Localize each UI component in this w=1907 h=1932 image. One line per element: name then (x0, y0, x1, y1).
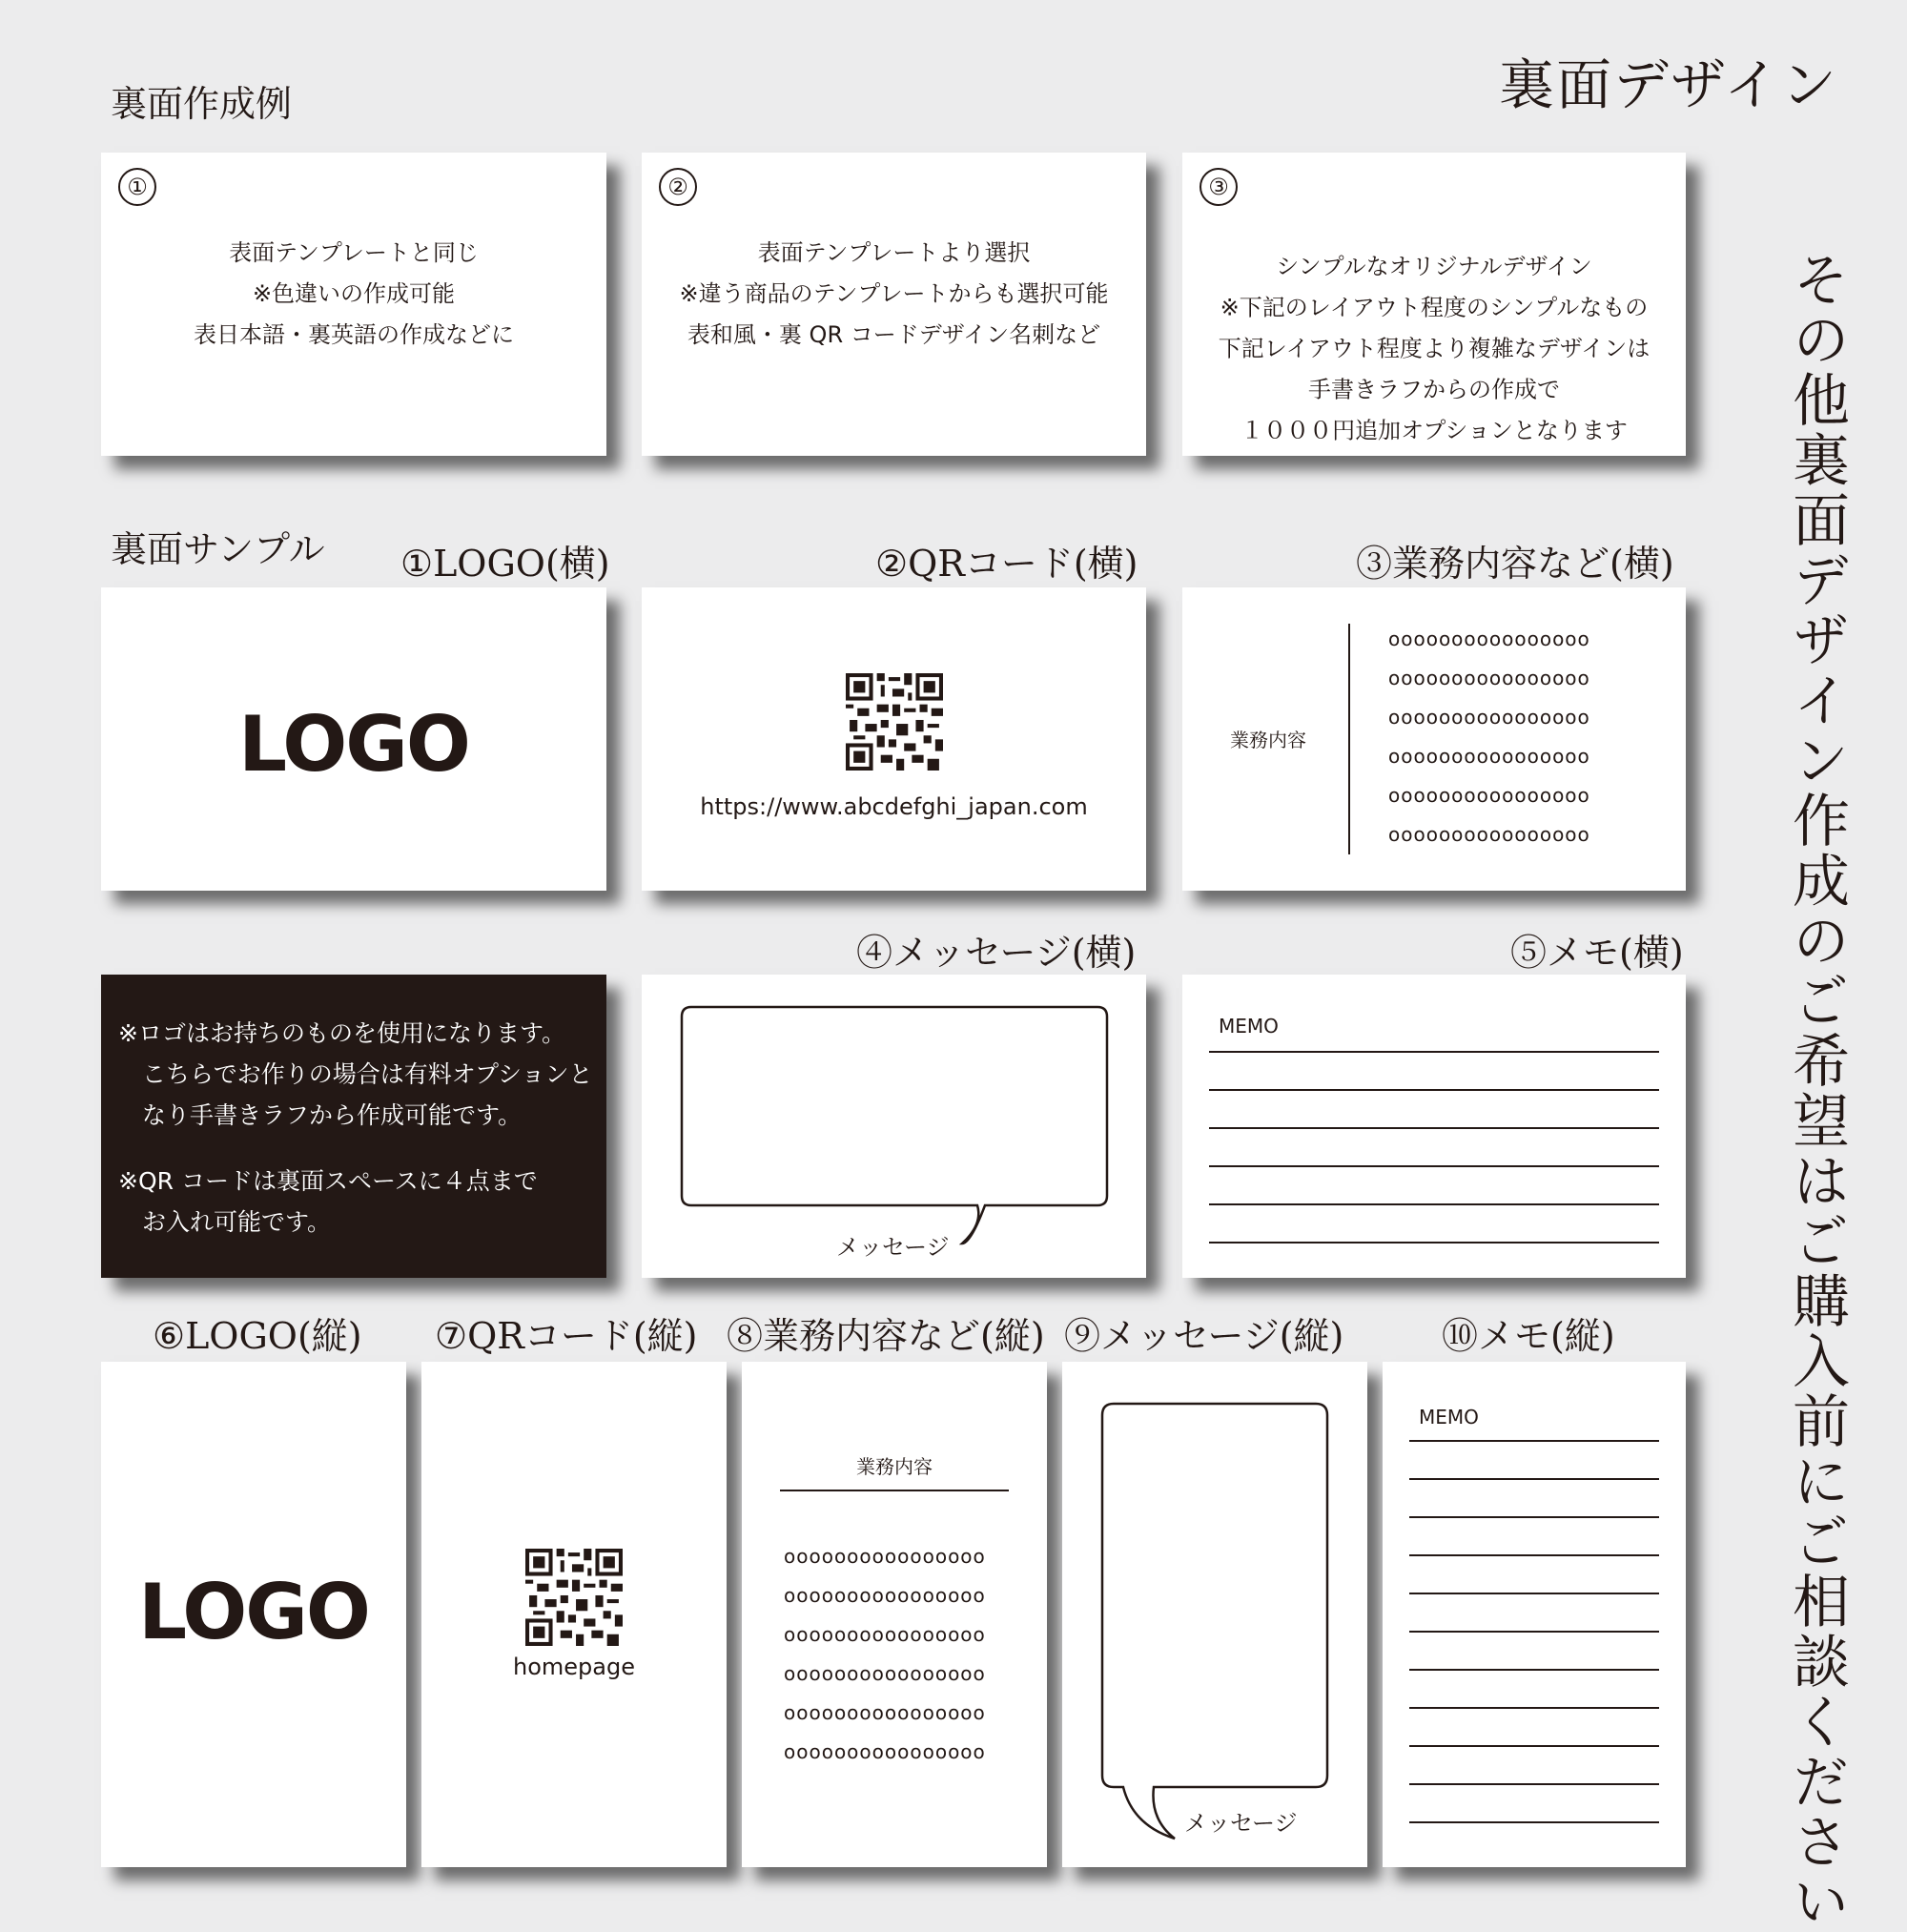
memo-line (1409, 1745, 1659, 1747)
business-line: oooooooooooooooo (784, 1701, 986, 1724)
divider (780, 1490, 1009, 1491)
example-line: ※色違いの作成可能 (252, 280, 456, 307)
example-line: 表和風・裏 QR コードデザイン名刺など (687, 321, 1101, 348)
memo-line (1209, 1127, 1659, 1129)
note-line: なり手書きラフから作成可能です。 (118, 1101, 523, 1129)
qr-code-icon (525, 1549, 623, 1646)
example-text (642, 233, 1146, 356)
sample-business-vertical (742, 1362, 1047, 1867)
business-line: oooooooooooooooo (784, 1545, 986, 1568)
note-line: お入れ可能です。 (118, 1208, 332, 1236)
qr-code-icon (846, 673, 943, 771)
message-label: メッセージ (1184, 1810, 1298, 1837)
business-line: oooooooooooooooo (784, 1623, 986, 1646)
section-samples-heading: 裏面サンプル (111, 528, 325, 570)
label-memo-horizontal: ⑤メモ(横) (1510, 932, 1684, 974)
example-number: ② (659, 168, 697, 206)
note-line: ※QR コードは裏面スペースに４点まで (118, 1167, 538, 1195)
example-line: １０００円追加オプションとなります (1241, 417, 1628, 444)
example-card-3 (1182, 153, 1686, 456)
business-line: oooooooooooooooo (1388, 784, 1590, 807)
page-title: 裏面デザイン (1499, 52, 1838, 117)
logo-text: LOGO (238, 700, 469, 789)
sample-message-horizontal (642, 975, 1146, 1278)
label-message-horizontal: ④メッセージ(横) (856, 932, 1137, 974)
example-number: ① (118, 168, 156, 206)
sample-logo-vertical (101, 1362, 406, 1867)
memo-line (1209, 1242, 1659, 1243)
label-business-horizontal: ③業務内容など(横) (1356, 543, 1674, 585)
memo-line (1209, 1165, 1659, 1167)
note-line: こちらでお作りの場合は有料オプションと (118, 1060, 593, 1088)
sample-message-vertical (1062, 1362, 1367, 1867)
label-logo-vertical: ⑥LOGO(縦) (153, 1315, 362, 1357)
business-line: oooooooooooooooo (1388, 823, 1590, 846)
example-number: ③ (1200, 168, 1238, 206)
example-line: ※下記のレイアウト程度のシンプルなもの (1220, 294, 1649, 321)
speech-bubble-icon (1062, 1362, 1367, 1867)
business-line: oooooooooooooooo (1388, 745, 1590, 768)
example-card-1 (101, 153, 606, 456)
business-line: oooooooooooooooo (784, 1584, 986, 1607)
business-line: oooooooooooooooo (1388, 706, 1590, 729)
label-qr-vertical: ⑦QRコード(縦) (435, 1315, 698, 1357)
notes-card (101, 975, 606, 1278)
example-line: 表面テンプレートと同じ (229, 239, 479, 266)
memo-label: MEMO (1219, 1015, 1279, 1038)
business-line: oooooooooooooooo (1388, 667, 1590, 689)
label-qr-horizontal: ②QRコード(横) (875, 543, 1138, 585)
memo-line (1409, 1821, 1659, 1823)
memo-line (1409, 1783, 1659, 1785)
example-line: 手書きラフからの作成で (1308, 376, 1560, 403)
memo-line (1409, 1631, 1659, 1633)
business-line: oooooooooooooooo (784, 1662, 986, 1685)
example-line: 表日本語・裏英語の作成などに (194, 321, 514, 348)
memo-line (1409, 1554, 1659, 1556)
memo-line (1409, 1593, 1659, 1594)
sample-logo-horizontal (101, 587, 606, 891)
memo-line (1209, 1203, 1659, 1205)
message-label: メッセージ (836, 1234, 950, 1261)
memo-line (1209, 1089, 1659, 1091)
logo-text: LOGO (138, 1568, 369, 1656)
example-text (1182, 247, 1686, 452)
memo-line (1409, 1669, 1659, 1671)
example-line: 表面テンプレートより選択 (757, 239, 1031, 266)
url-text: https://www.abcdefghi_japan.com (700, 793, 1088, 820)
sample-memo-horizontal (1182, 975, 1686, 1278)
business-line: oooooooooooooooo (784, 1740, 986, 1763)
sample-memo-vertical (1383, 1362, 1686, 1867)
memo-label: MEMO (1419, 1406, 1479, 1428)
example-card-2 (642, 153, 1146, 456)
label-memo-vertical: ⑩メモ(縦) (1442, 1315, 1615, 1357)
memo-line (1409, 1440, 1659, 1442)
label-message-vertical: ⑨メッセージ(縦) (1064, 1315, 1344, 1357)
section-examples-heading: 裏面作成例 (111, 83, 293, 125)
business-line: oooooooooooooooo (1388, 627, 1590, 650)
sample-qr-vertical (421, 1362, 727, 1867)
example-line: シンプルなオリジナルデザイン (1276, 253, 1592, 280)
label-business-vertical: ⑧業務内容など(縦) (727, 1315, 1045, 1357)
business-label: 業務内容 (856, 1455, 933, 1478)
note-line: ※ロゴはお持ちのものを使用になります。 (118, 1019, 565, 1047)
sample-business-horizontal (1182, 587, 1686, 891)
sample-qr-horizontal (642, 587, 1146, 891)
memo-line (1209, 1051, 1659, 1053)
example-text (101, 233, 606, 356)
homepage-text: homepage (513, 1654, 635, 1680)
side-note: その他裏面デザイン作成のご希望はご購入前にご相談ください (1783, 250, 1850, 1932)
divider (1348, 624, 1350, 854)
example-line: 下記レイアウト程度より複雑なデザインは (1218, 335, 1651, 362)
memo-line (1409, 1516, 1659, 1518)
business-label: 業務内容 (1230, 729, 1306, 751)
label-logo-horizontal: ①LOGO(横) (400, 543, 610, 585)
memo-line (1409, 1478, 1659, 1480)
memo-line (1409, 1707, 1659, 1709)
example-line: ※違う商品のテンプレートからも選択可能 (679, 280, 1109, 307)
